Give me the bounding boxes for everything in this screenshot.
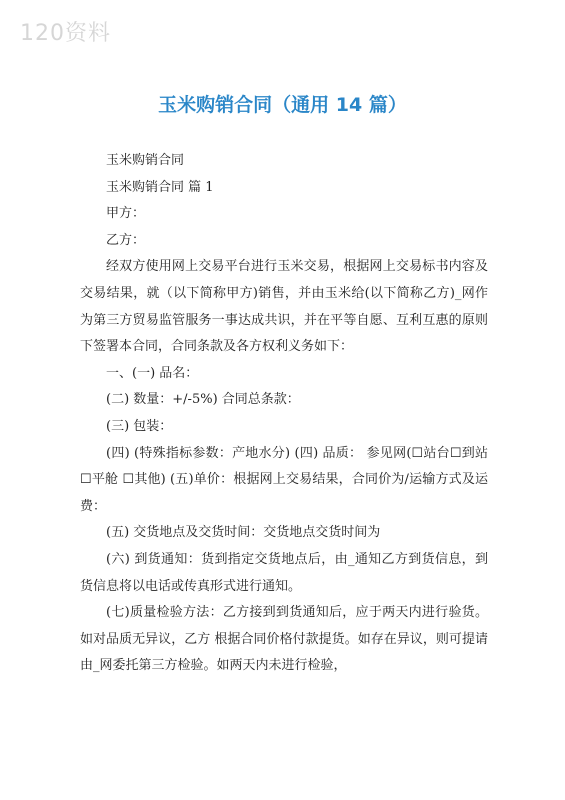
paragraph-packaging: (三) 包装： (106, 418, 173, 434)
document-body (80, 148, 488, 680)
paragraph-product-name: 一、(一) 品名： (106, 365, 199, 381)
paragraph-quantity: (二) 数量：+/-5%) 合同总条款： (106, 392, 300, 408)
paragraph-arrival-notice: (六) 到货通知：货到指定交货地点后，由_通知乙方到货信息，到货信息将以电话或传真形式进行通知。 (80, 551, 488, 594)
paragraph-quality-price: (四) (特殊指标参数：产地水分) (四) 品质： 参见网(☐站台☐到站 ☐平舱 ☐其他) (五)单价：根据网上交易结果，合同价为/运输方式及运费： (80, 445, 488, 514)
watermark-logo: 120资料 (20, 21, 111, 46)
paragraph-preamble: 经双方使用网上交易平台进行玉米交易，根据网上交易标书内容及交易结果，就（以下简称甲方)销售，并由玉米给(以下简称乙方)_网作为第三方贸易监管服务一事达成共识，并在平等自愿、互利互惠的原则下签署本合同，合同条款及各方权利义务如下： (80, 259, 488, 355)
document-title: 玉米购销合同（通用 14 篇） (158, 94, 407, 116)
paragraph-party-a: 甲方： (106, 206, 146, 222)
paragraph-section-heading: 玉米购销合同 篇 1 (106, 179, 214, 195)
paragraph-contract-name: 玉米购销合同 (106, 153, 185, 168)
paragraph-party-b: 乙方： (106, 232, 146, 248)
paragraph-inspection: (七)质量检验方法：乙方接到到货通知后，应于两天内进行验货。如对品质无异议，乙方 根据合同价格付款提货。如存在异议，则可提请由_网委托第三方检验。如两天内未进行检验， (80, 605, 488, 674)
paragraph-delivery: (五) 交货地点及交货时间：交货地点交货时间为 (106, 525, 381, 541)
